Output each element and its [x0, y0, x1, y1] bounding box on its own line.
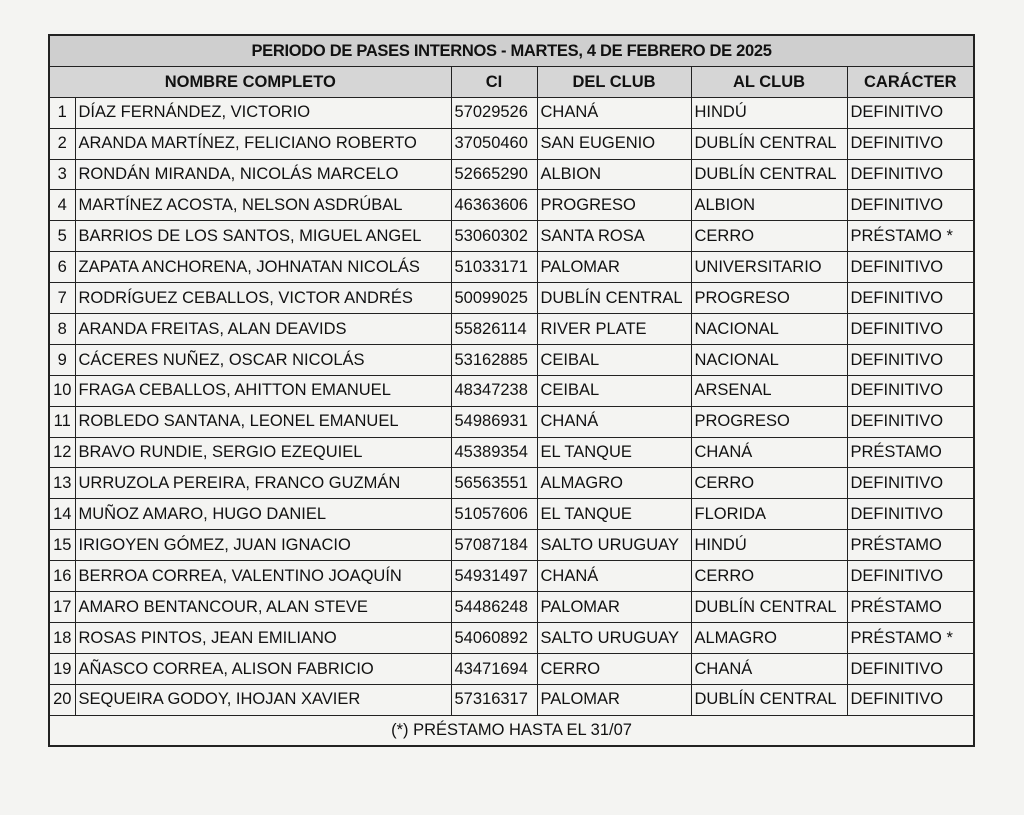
player-name: ROSAS PINTOS, JEAN EMILIANO: [75, 622, 451, 653]
player-ci: 48347238: [451, 375, 537, 406]
from-club: CERRO: [537, 653, 691, 684]
player-ci: 46363606: [451, 190, 537, 221]
transfer-type: DEFINITIVO: [847, 561, 974, 592]
row-number: 20: [49, 684, 75, 715]
title-row: [49, 35, 974, 66]
transfer-type: DEFINITIVO: [847, 653, 974, 684]
row-number: 2: [49, 128, 75, 159]
to-club: NACIONAL: [691, 314, 847, 345]
player-ci: 37050460: [451, 128, 537, 159]
to-club: ALBION: [691, 190, 847, 221]
player-ci: 52665290: [451, 159, 537, 190]
player-ci: 51057606: [451, 499, 537, 530]
table-row: [49, 592, 974, 623]
from-club: SANTA ROSA: [537, 221, 691, 252]
from-club: ALBION: [537, 159, 691, 190]
transfer-type: DEFINITIVO: [847, 128, 974, 159]
to-club: NACIONAL: [691, 344, 847, 375]
row-number: 13: [49, 468, 75, 499]
header-row: [49, 66, 974, 97]
footnote-row: [49, 715, 974, 746]
table-row: [49, 375, 974, 406]
player-ci: 43471694: [451, 653, 537, 684]
table-row: [49, 159, 974, 190]
to-club: UNIVERSITARIO: [691, 252, 847, 283]
page-title: PERIODO DE PASES INTERNOS - MARTES, 4 DE FEBRERO DE 2025: [49, 35, 974, 66]
player-ci: 53060302: [451, 221, 537, 252]
table-row: [49, 561, 974, 592]
player-name: SEQUEIRA GODOY, IHOJAN XAVIER: [75, 684, 451, 715]
player-name: DÍAZ FERNÁNDEZ, VICTORIO: [75, 97, 451, 128]
player-name: RONDÁN MIRANDA, NICOLÁS MARCELO: [75, 159, 451, 190]
row-number: 6: [49, 252, 75, 283]
from-club: CHANÁ: [537, 561, 691, 592]
table-row: [49, 499, 974, 530]
player-ci: 56563551: [451, 468, 537, 499]
player-name: MARTÍNEZ ACOSTA, NELSON ASDRÚBAL: [75, 190, 451, 221]
player-name: BARRIOS DE LOS SANTOS, MIGUEL ANGEL: [75, 221, 451, 252]
table-row: [49, 252, 974, 283]
player-ci: 54931497: [451, 561, 537, 592]
transfer-type: PRÉSTAMO: [847, 530, 974, 561]
transfer-type: DEFINITIVO: [847, 314, 974, 345]
player-ci: 54986931: [451, 406, 537, 437]
player-ci: 57087184: [451, 530, 537, 561]
transfers-body: [49, 97, 974, 715]
transfer-type: DEFINITIVO: [847, 190, 974, 221]
table-row: [49, 190, 974, 221]
player-name: AMARO BENTANCOUR, ALAN STEVE: [75, 592, 451, 623]
from-club: PALOMAR: [537, 684, 691, 715]
row-number: 5: [49, 221, 75, 252]
row-number: 9: [49, 344, 75, 375]
player-name: ARANDA FREITAS, ALAN DEAVIDS: [75, 314, 451, 345]
player-name: URRUZOLA PEREIRA, FRANCO GUZMÁN: [75, 468, 451, 499]
transfer-sheet: [48, 34, 973, 747]
row-number: 14: [49, 499, 75, 530]
from-club: EL TANQUE: [537, 499, 691, 530]
column-header-type: CARÁCTER: [847, 66, 974, 97]
player-name: IRIGOYEN GÓMEZ, JUAN IGNACIO: [75, 530, 451, 561]
column-header-ci: CI: [451, 66, 537, 97]
row-number: 15: [49, 530, 75, 561]
row-number: 4: [49, 190, 75, 221]
player-ci: 51033171: [451, 252, 537, 283]
column-header-to-club: AL CLUB: [691, 66, 847, 97]
to-club: ARSENAL: [691, 375, 847, 406]
from-club: PALOMAR: [537, 592, 691, 623]
table-row: [49, 283, 974, 314]
player-name: AÑASCO CORREA, ALISON FABRICIO: [75, 653, 451, 684]
from-club: ALMAGRO: [537, 468, 691, 499]
table-row: [49, 530, 974, 561]
player-name: CÁCERES NUÑEZ, OSCAR NICOLÁS: [75, 344, 451, 375]
to-club: PROGRESO: [691, 283, 847, 314]
player-name: ROBLEDO SANTANA, LEONEL EMANUEL: [75, 406, 451, 437]
from-club: SALTO URUGUAY: [537, 622, 691, 653]
table-row: [49, 653, 974, 684]
from-club: CHANÁ: [537, 97, 691, 128]
row-number: 3: [49, 159, 75, 190]
from-club: PALOMAR: [537, 252, 691, 283]
from-club: SAN EUGENIO: [537, 128, 691, 159]
table-row: [49, 221, 974, 252]
to-club: DUBLÍN CENTRAL: [691, 159, 847, 190]
to-club: HINDÚ: [691, 530, 847, 561]
transfers-table: [48, 34, 975, 747]
transfer-type: DEFINITIVO: [847, 252, 974, 283]
row-number: 18: [49, 622, 75, 653]
row-number: 10: [49, 375, 75, 406]
to-club: FLORIDA: [691, 499, 847, 530]
transfer-type: PRÉSTAMO *: [847, 221, 974, 252]
row-number: 1: [49, 97, 75, 128]
transfer-type: PRÉSTAMO: [847, 437, 974, 468]
transfer-type: DEFINITIVO: [847, 406, 974, 437]
transfer-type: DEFINITIVO: [847, 159, 974, 190]
from-club: RIVER PLATE: [537, 314, 691, 345]
from-club: PROGRESO: [537, 190, 691, 221]
to-club: PROGRESO: [691, 406, 847, 437]
transfer-type: DEFINITIVO: [847, 283, 974, 314]
row-number: 16: [49, 561, 75, 592]
transfer-type: PRÉSTAMO: [847, 592, 974, 623]
from-club: DUBLÍN CENTRAL: [537, 283, 691, 314]
table-row: [49, 128, 974, 159]
footnote: (*) PRÉSTAMO HASTA EL 31/07: [49, 715, 974, 746]
transfer-type: DEFINITIVO: [847, 468, 974, 499]
to-club: DUBLÍN CENTRAL: [691, 684, 847, 715]
to-club: CHANÁ: [691, 437, 847, 468]
row-number: 12: [49, 437, 75, 468]
row-number: 19: [49, 653, 75, 684]
table-row: [49, 406, 974, 437]
from-club: EL TANQUE: [537, 437, 691, 468]
transfer-type: DEFINITIVO: [847, 97, 974, 128]
player-ci: 54486248: [451, 592, 537, 623]
row-number: 17: [49, 592, 75, 623]
to-club: DUBLÍN CENTRAL: [691, 592, 847, 623]
table-row: [49, 468, 974, 499]
from-club: SALTO URUGUAY: [537, 530, 691, 561]
to-club: CHANÁ: [691, 653, 847, 684]
column-header-name: NOMBRE COMPLETO: [49, 66, 451, 97]
table-row: [49, 97, 974, 128]
table-row: [49, 437, 974, 468]
from-club: CEIBAL: [537, 344, 691, 375]
to-club: ALMAGRO: [691, 622, 847, 653]
player-name: RODRÍGUEZ CEBALLOS, VICTOR ANDRÉS: [75, 283, 451, 314]
player-ci: 55826114: [451, 314, 537, 345]
player-name: ZAPATA ANCHORENA, JOHNATAN NICOLÁS: [75, 252, 451, 283]
to-club: HINDÚ: [691, 97, 847, 128]
transfer-type: DEFINITIVO: [847, 344, 974, 375]
player-name: BERROA CORREA, VALENTINO JOAQUÍN: [75, 561, 451, 592]
from-club: CEIBAL: [537, 375, 691, 406]
player-name: ARANDA MARTÍNEZ, FELICIANO ROBERTO: [75, 128, 451, 159]
from-club: CHANÁ: [537, 406, 691, 437]
transfer-type: PRÉSTAMO *: [847, 622, 974, 653]
to-club: CERRO: [691, 221, 847, 252]
player-ci: 53162885: [451, 344, 537, 375]
player-name: FRAGA CEBALLOS, AHITTON EMANUEL: [75, 375, 451, 406]
transfer-type: DEFINITIVO: [847, 375, 974, 406]
table-row: [49, 314, 974, 345]
table-row: [49, 344, 974, 375]
table-row: [49, 622, 974, 653]
transfer-type: DEFINITIVO: [847, 499, 974, 530]
to-club: CERRO: [691, 468, 847, 499]
to-club: CERRO: [691, 561, 847, 592]
player-ci: 50099025: [451, 283, 537, 314]
player-ci: 57316317: [451, 684, 537, 715]
row-number: 7: [49, 283, 75, 314]
player-name: BRAVO RUNDIE, SERGIO EZEQUIEL: [75, 437, 451, 468]
column-header-from-club: DEL CLUB: [537, 66, 691, 97]
transfer-type: DEFINITIVO: [847, 684, 974, 715]
row-number: 11: [49, 406, 75, 437]
to-club: DUBLÍN CENTRAL: [691, 128, 847, 159]
table-row: [49, 684, 974, 715]
player-name: MUÑOZ AMARO, HUGO DANIEL: [75, 499, 451, 530]
player-ci: 57029526: [451, 97, 537, 128]
player-ci: 45389354: [451, 437, 537, 468]
row-number: 8: [49, 314, 75, 345]
player-ci: 54060892: [451, 622, 537, 653]
